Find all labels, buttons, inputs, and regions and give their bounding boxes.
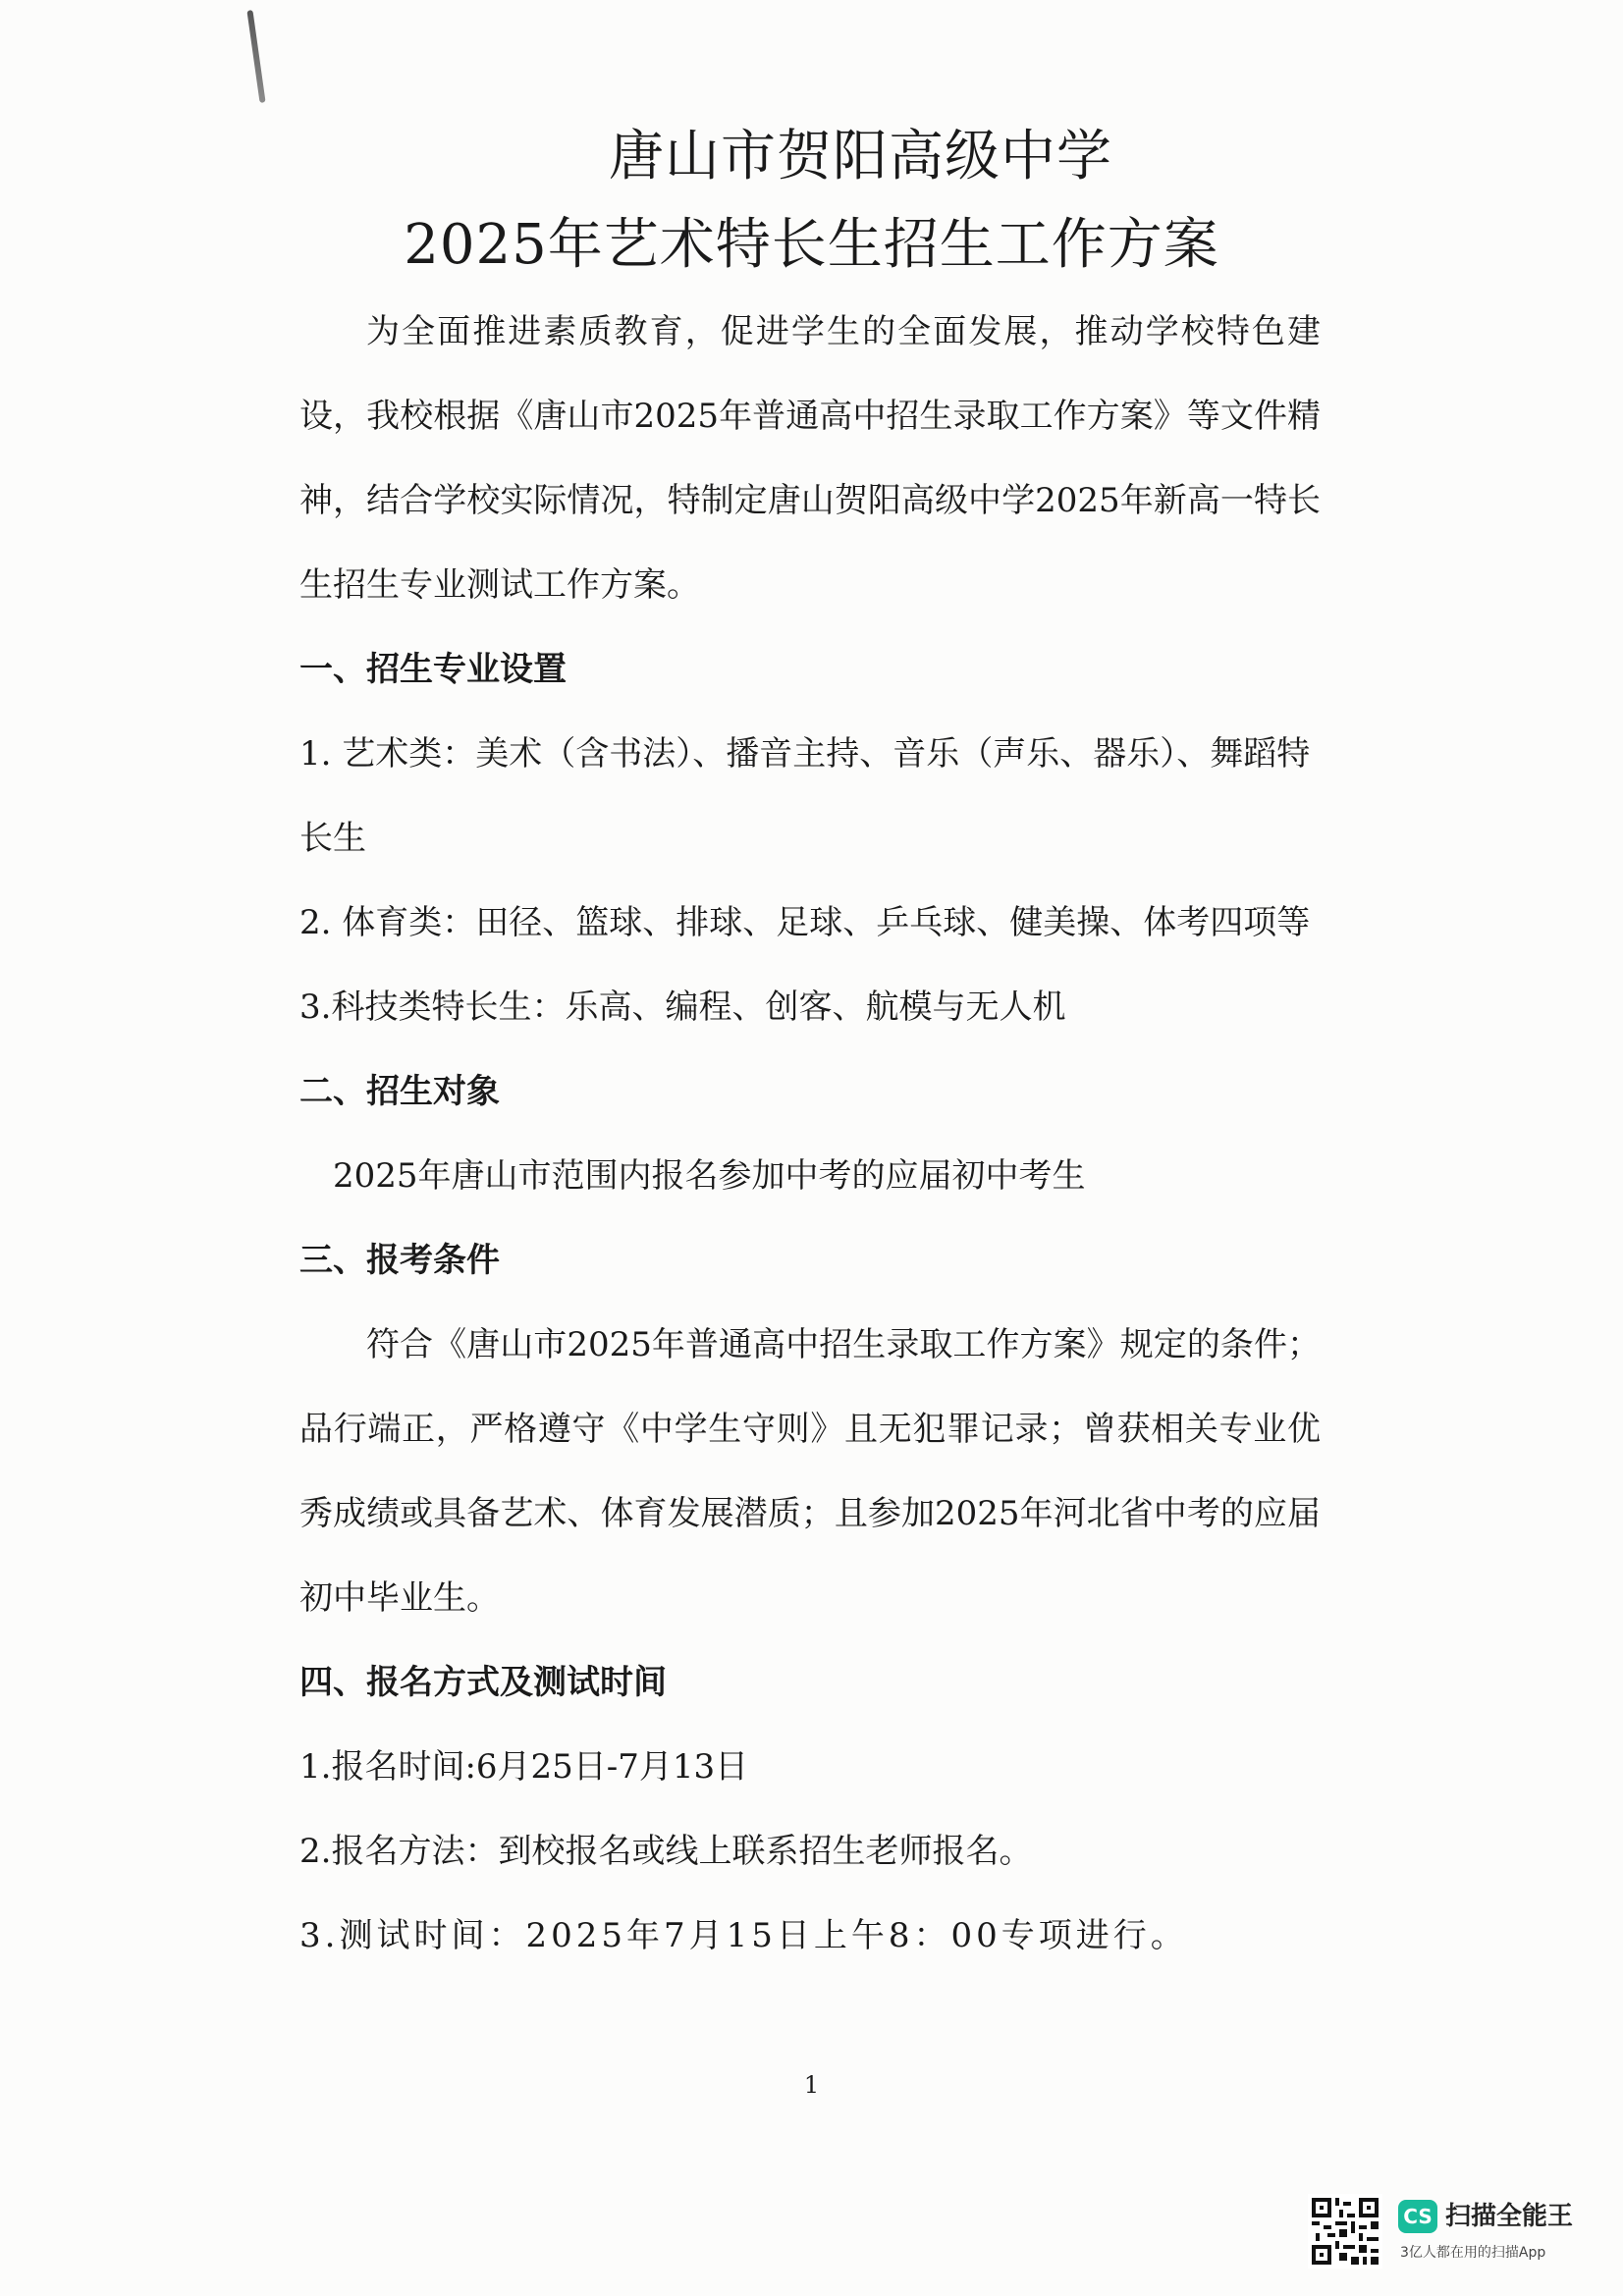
conditions-paragraph: 符合《唐山市2025年普通高中招生录取工作方案》规定的条件；品行端正，严格遵守《中学生守则》且无犯罪记录；曾获相关专业优秀成绩或具备艺术、体育发展潜质；且参加2025年河北省中考的应届初中毕业生。 <box>299 1325 1321 1618</box>
section-heading-conditions: 三、报考条件 <box>299 1241 500 1280</box>
app-name: 扫描全能王 <box>1445 2202 1574 2231</box>
intro-paragraph: 为全面推进素质教育，促进学生的全面发展，推动学校特色建设，我校根据《唐山市2025年普通高中招生录取工作方案》等文件精神，结合学校实际情况，特制定唐山贺阳高级中学2025年新高一特长生招生专业测试工作方案。 <box>299 312 1321 605</box>
page-number: 1 <box>803 2071 820 2099</box>
majors-item-art: 1. 艺术类：美术（含书法）、播音主持、音乐（声乐、器乐）、舞蹈特长生 <box>299 734 1311 858</box>
majors-item-tech: 3.科技类特长生：乐高、编程、创客、航模与无人机 <box>299 988 1066 1027</box>
qr-code-icon <box>1308 2194 1382 2269</box>
scan-artifact-mark <box>246 10 265 103</box>
targets-item: 2025年唐山市范围内报名参加中考的应届初中考生 <box>333 1156 1086 1196</box>
test-time-item: 3.测试时间：2025年7月15日上午8：00专项进行。 <box>299 1916 1188 1955</box>
scanner-watermark <box>1308 2194 1602 2272</box>
document-body <box>299 290 1321 1978</box>
camscanner-logo-icon: CS <box>1398 2200 1437 2233</box>
majors-item-sports: 2. 体育类：田径、篮球、排球、足球、乒乓球、健美操、体考四项等 <box>299 903 1311 942</box>
section-heading-majors: 一、招生专业设置 <box>299 650 567 689</box>
section-heading-targets: 二、招生对象 <box>299 1072 500 1111</box>
app-tagline: 3亿人都在用的扫描App <box>1400 2245 1546 2261</box>
document-title-line2: 2025年艺术特长生招生工作方案 <box>404 213 1219 277</box>
registration-method-item: 2.报名方法：到校报名或线上联系招生老师报名。 <box>299 1832 1033 1871</box>
registration-time-item: 1.报名时间:6月25日-7月13日 <box>299 1747 749 1787</box>
document-title-line1: 唐山市贺阳高级中学 <box>609 125 1112 188</box>
section-heading-registration: 四、报名方式及测试时间 <box>299 1663 667 1702</box>
